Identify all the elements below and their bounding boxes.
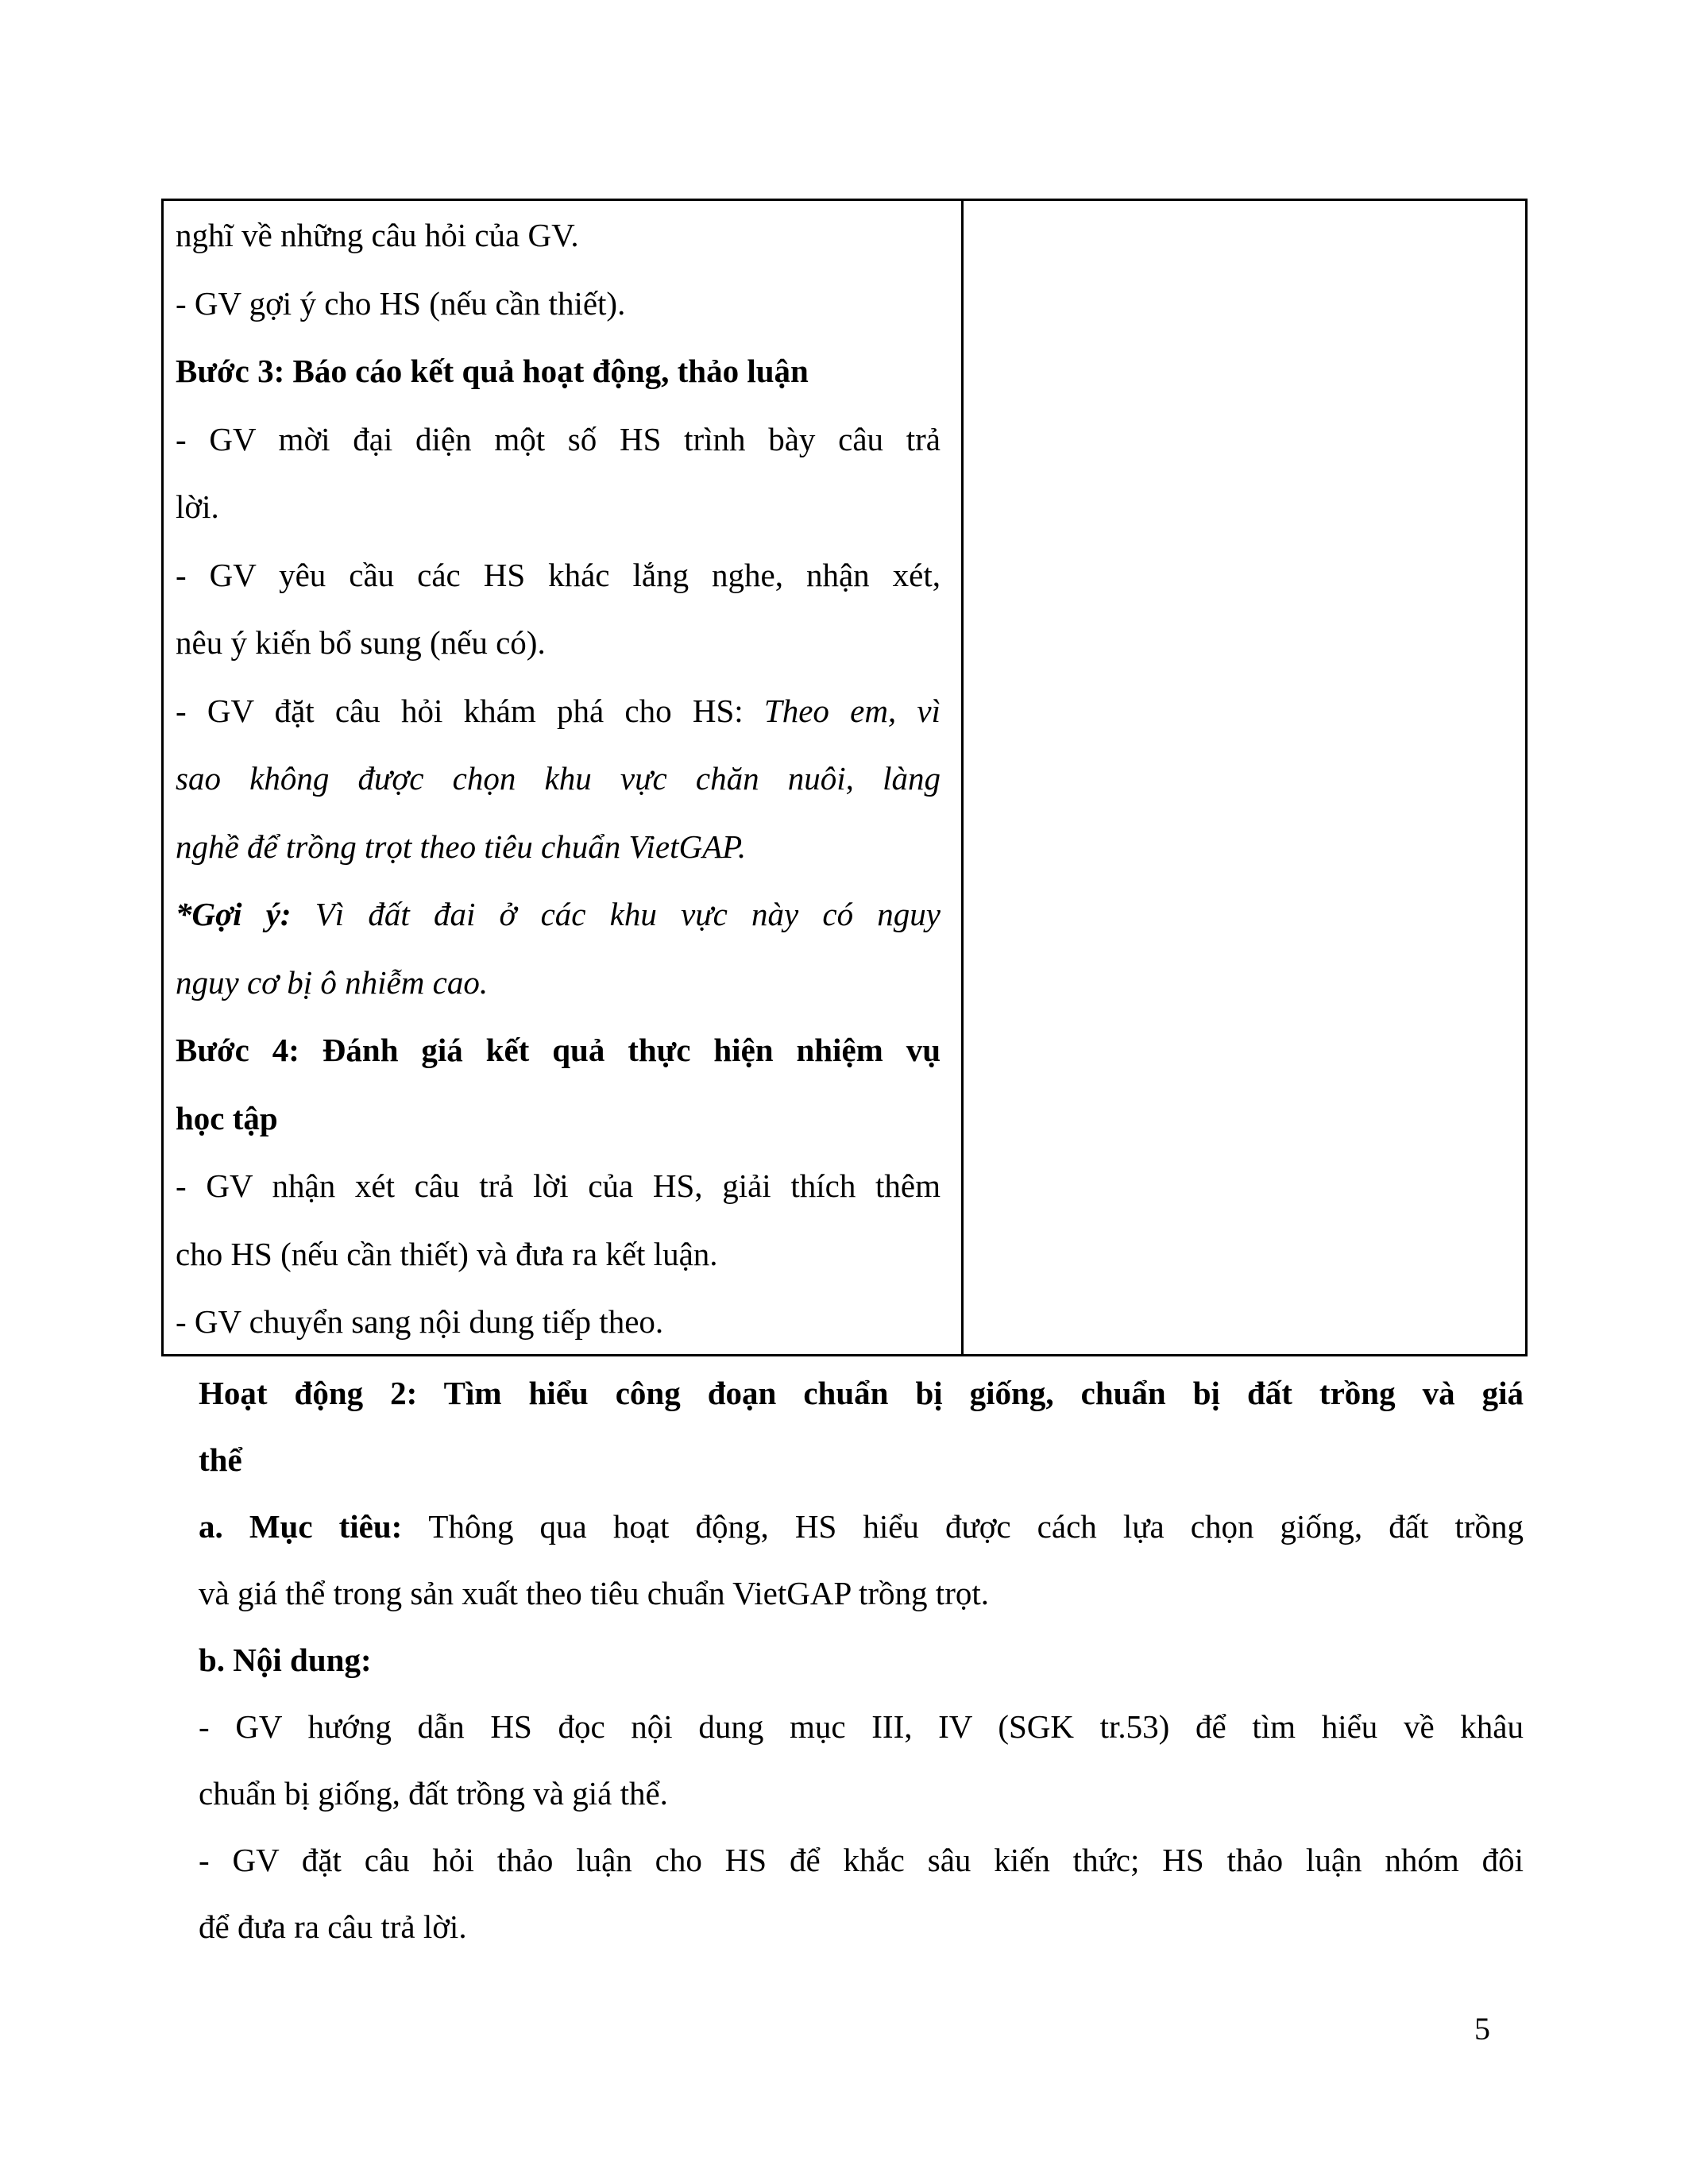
body-text-line bbox=[199, 1827, 1524, 1893]
body-text-line-segment: - GV hướng dẫn HS đọc nội dung mục III, IV (SGK tr.53) để tìm hiểu về khâu bbox=[199, 1708, 1524, 1745]
table-text-line-segment: - GV chuyển sang nội dung tiếp theo. bbox=[176, 1303, 664, 1340]
body-text-line-segment: - GV đặt câu hỏi thảo luận cho HS để khắc sâu kiến thức; HS thảo luận nhóm đôi bbox=[199, 1842, 1524, 1878]
table-cell-right bbox=[964, 201, 1525, 1354]
table-text-line bbox=[176, 609, 941, 677]
table-text-line-segment: nguy cơ bị ô nhiễm cao. bbox=[176, 963, 489, 1001]
table-text-line-segment: sao không được chọn khu vực chăn nuôi, làng bbox=[176, 760, 941, 797]
body-text-line bbox=[199, 1493, 1524, 1560]
table-text-line bbox=[176, 1017, 941, 1085]
body-text-line-segment: và giá thể trong sản xuất theo tiêu chuẩn VietGAP trồng trọt. bbox=[199, 1575, 989, 1611]
body-text-line bbox=[199, 1360, 1524, 1426]
table-text-line-segment: học tập bbox=[176, 1099, 278, 1136]
table-text-line bbox=[176, 745, 941, 813]
table-text-line bbox=[176, 406, 941, 474]
table-text-line bbox=[176, 813, 941, 882]
table-text-line-segment: - GV nhận xét câu trả lời của HS, giải thích thêm bbox=[176, 1167, 941, 1204]
body-text-line-segment: Hoạt động 2: Tìm hiểu công đoạn chuẩn bị giống, chuẩn bị đất trồng và giá bbox=[199, 1375, 1524, 1411]
body-text-line bbox=[199, 1626, 1524, 1693]
body-text-line bbox=[199, 1693, 1524, 1760]
body-text-line bbox=[199, 1760, 1524, 1827]
table-text-line-segment: nêu ý kiến bổ sung (nếu có). bbox=[176, 624, 546, 661]
table-text-line bbox=[176, 1288, 941, 1354]
table-text-line-segment: lời. bbox=[176, 488, 219, 525]
table-text-line bbox=[176, 338, 941, 406]
table-text-line-segment: - GV đặt câu hỏi khám phá cho HS: bbox=[176, 692, 764, 729]
table-text-line bbox=[176, 270, 941, 338]
body-text-line-segment: thể bbox=[199, 1441, 242, 1478]
table-text-line bbox=[176, 1085, 941, 1153]
table-text-line bbox=[176, 949, 941, 1017]
table-text-line-segment: Bước 3: Báo cáo kết quả hoạt động, thảo luận bbox=[176, 353, 809, 389]
table-text-line bbox=[176, 1221, 941, 1289]
table-text-line-segment: Theo em, vì bbox=[763, 692, 941, 729]
table-text-line bbox=[176, 473, 941, 542]
body-text-line bbox=[199, 1893, 1524, 1960]
table-cell-left bbox=[164, 201, 961, 1354]
table-text-line-segment: - GV gợi ý cho HS (nếu cần thiết). bbox=[176, 284, 626, 322]
table-text-line-segment: nghề để trồng trọt theo tiêu chuẩn VietGAP. bbox=[176, 828, 747, 865]
table-text-line-segment: Bước 4: Đánh giá kết quả thực hiện nhiệm vụ bbox=[176, 1032, 941, 1068]
table-text-line bbox=[176, 1152, 941, 1221]
table-text-line-segment: Vì đất đai ở các khu vực này có nguy bbox=[315, 896, 941, 932]
table-text-line-segment: nghĩ về những câu hỏi của GV. bbox=[176, 217, 579, 253]
lesson-plan-table bbox=[161, 199, 1528, 1356]
table-text-line bbox=[176, 677, 941, 746]
table-text-line bbox=[176, 881, 941, 949]
table-text-line-segment: cho HS (nếu cần thiết) và đưa ra kết luận. bbox=[176, 1235, 718, 1272]
body-text-line-segment: chuẩn bị giống, đất trồng và giá thể. bbox=[199, 1775, 668, 1812]
table-text-line bbox=[176, 202, 941, 270]
page-number: 5 bbox=[1474, 2011, 1490, 2047]
table-text-line-segment: *Gợi ý: bbox=[176, 896, 315, 932]
body-text-line-segment: Thông qua hoạt động, HS hiểu được cách lựa chọn giống, đất trồng bbox=[428, 1508, 1524, 1545]
body-text-line-segment: để đưa ra câu trả lời. bbox=[199, 1908, 467, 1945]
body-text-line-segment: a. Mục tiêu: bbox=[199, 1508, 429, 1545]
table-text-line-segment: - GV mời đại diện một số HS trình bày câu trả bbox=[176, 420, 941, 457]
body-text-line bbox=[199, 1426, 1524, 1493]
body-text-line-segment: b. Nội dung: bbox=[199, 1642, 372, 1678]
table-text-line bbox=[176, 542, 941, 610]
body-text bbox=[199, 1360, 1524, 1960]
table-text-line-segment: - GV yêu cầu các HS khác lắng nghe, nhận xét, bbox=[176, 556, 941, 593]
body-text-line bbox=[199, 1560, 1524, 1626]
